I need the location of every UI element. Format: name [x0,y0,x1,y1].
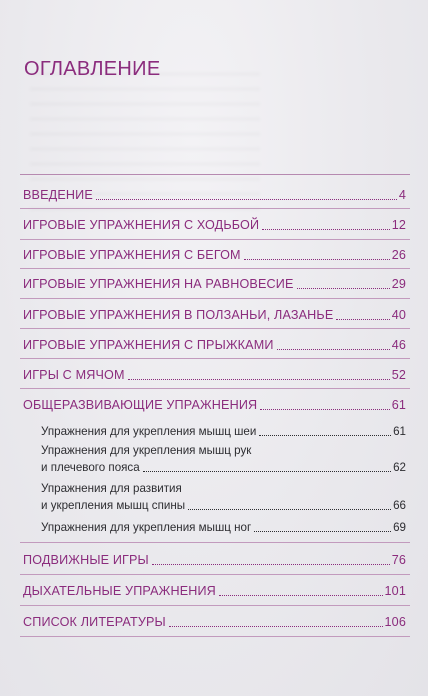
dot-leader [152,564,390,565]
toc-entry-label: ИГРОВЫЕ УПРАЖНЕНИЯ В ПОЛЗАНЬИ, ЛАЗАНЬЕ [23,308,334,322]
toc-entry[interactable] [23,277,406,292]
toc-subentry[interactable] [41,424,406,439]
toc-subentry-page: 62 [393,461,406,474]
dot-leader [260,409,389,410]
toc-entry[interactable] [23,584,406,599]
toc-entry[interactable] [23,553,406,568]
divider [20,208,410,209]
toc-entry-label: ВВЕДЕНИЕ [23,188,93,202]
toc-entry-page: 40 [391,308,406,322]
toc-entry[interactable] [23,218,406,233]
dot-leader [143,471,391,472]
toc-entry-page: 12 [391,218,406,232]
dot-leader [128,379,390,380]
divider [20,298,410,299]
divider [20,605,410,606]
toc-subentry[interactable] [41,520,406,535]
dot-leader [169,626,383,627]
toc-subentry-page: 66 [393,499,406,512]
toc-entry[interactable] [23,615,406,630]
dot-leader [297,288,390,289]
toc-entry[interactable] [23,338,406,353]
divider [20,358,410,359]
toc-entry-page: 29 [391,277,406,291]
toc-entry-page: 46 [391,338,406,352]
toc-subentry-label: Упражнения для укрепления мышц шеи [41,425,257,438]
toc-entry-page: 52 [391,368,406,382]
toc-subentry-page: 69 [393,521,406,534]
toc-entry-page: 101 [384,584,406,598]
dot-leader [244,259,390,260]
toc-top-rule [20,174,410,175]
toc-subentry-label: Упражнения для укрепления мышц ног [41,521,252,534]
toc-entry[interactable] [23,308,406,323]
toc-subentry-page: 61 [393,425,406,438]
toc-title: ОГЛАВЛЕНИЕ [24,58,161,80]
toc-entry-page: 26 [391,248,406,262]
toc-subentry-label-line1: Упражнения для укрепления мышц рук [41,444,252,457]
dot-leader [96,199,397,200]
toc-subentry-label: и плечевого пояса [41,461,140,474]
toc-entry[interactable] [23,368,406,383]
divider [20,268,410,269]
toc-entry-page: 61 [391,398,406,412]
divider [20,574,410,575]
toc-subentry-label: и укрепления мышц спины [41,499,186,512]
dot-leader [259,435,391,436]
toc-entry-label: СПИСОК ЛИТЕРАТУРЫ [23,615,166,629]
toc-entry-page: 106 [384,615,406,629]
divider [20,542,410,543]
toc-entry-label: ИГРЫ С МЯЧОМ [23,368,125,382]
toc-entry-label: ДЫХАТЕЛЬНЫЕ УПРАЖНЕНИЯ [23,584,216,598]
toc-entry[interactable] [23,188,406,203]
toc-subentry[interactable] [41,443,406,475]
toc-entry-page: 4 [398,188,406,202]
divider [20,636,410,637]
toc-entry-label: ОБЩЕРАЗВИВАЮЩИЕ УПРАЖНЕНИЯ [23,398,258,412]
dot-leader [254,531,391,532]
toc-entry-page: 76 [391,553,406,567]
toc-entry-label: ИГРОВЫЕ УПРАЖНЕНИЯ С ХОДЬБОЙ [23,218,260,232]
dot-leader [277,349,390,350]
dot-leader [336,319,389,320]
divider [20,328,410,329]
dot-leader [262,229,390,230]
toc-subentry[interactable] [41,481,406,513]
toc-entry-label: ИГРОВЫЕ УПРАЖНЕНИЯ С БЕГОМ [23,248,241,262]
toc-subentry-label-line1: Упражнения для развития [41,482,182,495]
dot-leader [188,509,391,510]
toc-entry-label: ПОДВИЖНЫЕ ИГРЫ [23,553,149,567]
divider [20,388,410,389]
dot-leader [219,595,383,596]
toc-entry-label: ИГРОВЫЕ УПРАЖНЕНИЯ С ПРЫЖКАМИ [23,338,274,352]
toc-entry-label: ИГРОВЫЕ УПРАЖНЕНИЯ НА РАВНОВЕСИЕ [23,277,294,291]
toc-entry[interactable] [23,248,406,263]
toc-entry[interactable] [23,398,406,413]
divider [20,239,410,240]
